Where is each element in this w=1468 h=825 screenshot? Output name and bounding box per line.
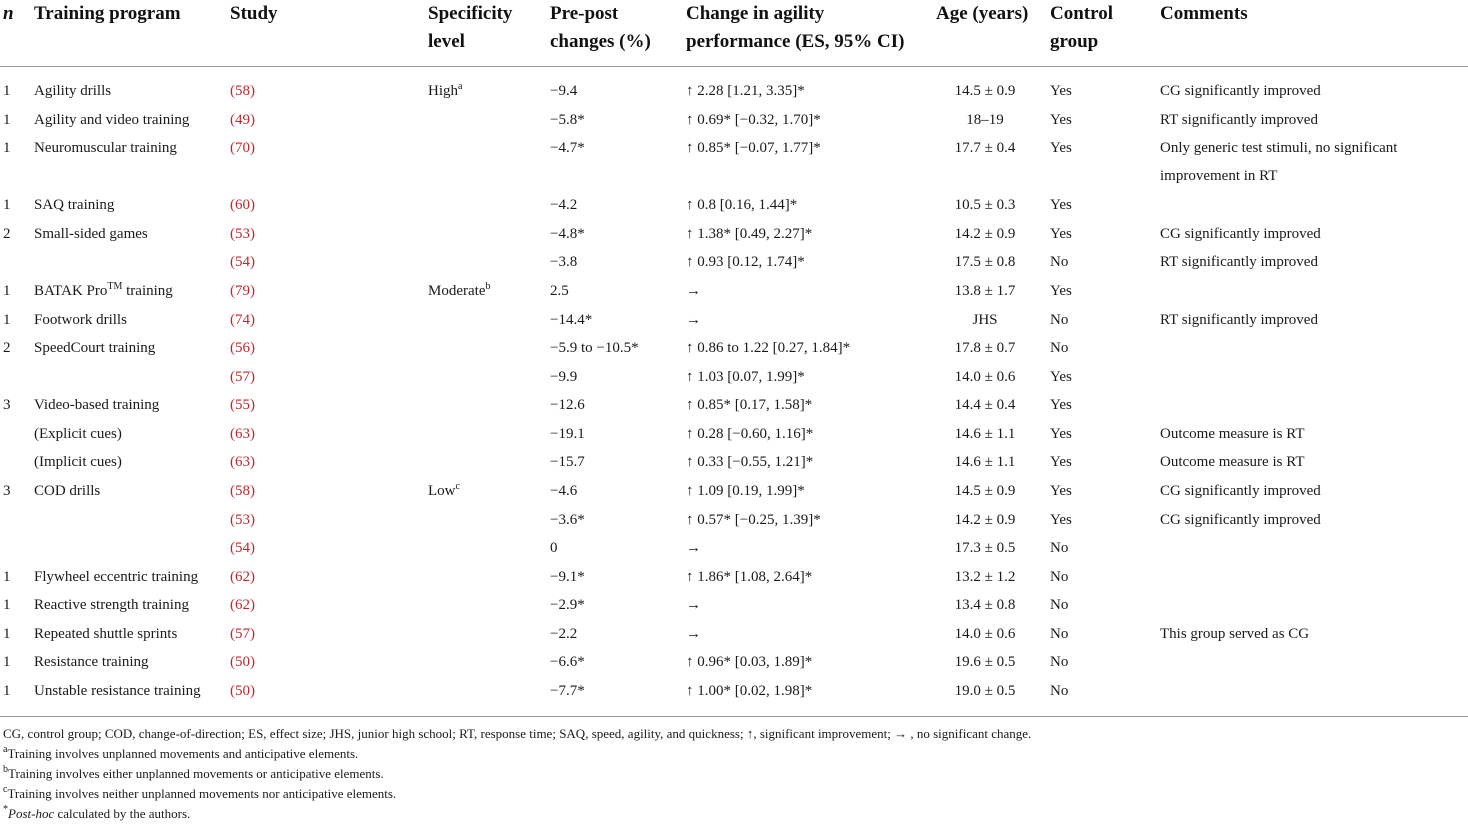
cell-effect-size: ↑ 2.28 [1.21, 3.35]* — [686, 83, 805, 99]
cell-pre-post-change: −12.6 — [550, 397, 585, 413]
program-name: Neuromuscular training — [34, 140, 177, 156]
ref-open-paren: ( — [230, 283, 235, 299]
cell-pre-post-change: −9.4 — [550, 83, 578, 99]
cell-effect-size: → — [686, 540, 701, 556]
cell-study-reference — [230, 538, 255, 558]
cell-training-program — [34, 224, 148, 244]
cell-pre-post-change: −2.2 — [550, 626, 578, 642]
cell-age: 17.7 ± 0.4 — [954, 140, 1016, 156]
cell-training-program — [34, 424, 122, 444]
program-name: Agility and video training — [34, 112, 190, 128]
ref-close-paren: ) — [250, 454, 255, 470]
cell-n: 1 — [3, 197, 11, 213]
cell-training-program — [34, 652, 149, 672]
ref-open-paren: ( — [230, 426, 235, 442]
reference-number: 74 — [235, 312, 250, 328]
cell-study-reference — [230, 595, 255, 615]
cell-comment: CG significantly improved — [1160, 83, 1321, 99]
header-prepost-line1: Pre-post — [550, 3, 619, 24]
cell-age: 14.5 ± 0.9 — [954, 483, 1016, 499]
specificity-footnote-mark: a — [458, 81, 463, 92]
cell-control-group: No — [1050, 312, 1069, 328]
cell-n: 1 — [3, 597, 11, 613]
cell-comment: RT significantly improved — [1160, 254, 1318, 270]
ref-open-paren: ( — [230, 654, 235, 670]
cell-effect-size: ↑ 0.85* [−0.07, 1.77]* — [686, 140, 821, 156]
ref-close-paren: ) — [250, 226, 255, 242]
cell-control-group: Yes — [1050, 112, 1072, 128]
reference-number: 57 — [235, 626, 250, 642]
header-comments: Comments — [1160, 3, 1248, 24]
cell-training-program — [34, 567, 198, 587]
cell-effect-size: ↑ 0.86 to 1.22 [0.27, 1.84]* — [686, 340, 851, 356]
cell-study-reference — [230, 652, 255, 672]
reference-number: 56 — [235, 340, 250, 356]
cell-comment: Outcome measure is RT — [1160, 426, 1305, 442]
cell-n: 3 — [3, 397, 11, 413]
footnote-a-mark: a — [3, 744, 8, 755]
header-training-program: Training program — [34, 3, 181, 24]
cell-n: 2 — [3, 226, 11, 242]
cell-effect-size: ↑ 0.93 [0.12, 1.74]* — [686, 254, 805, 270]
cell-effect-size: ↑ 0.28 [−0.60, 1.16]* — [686, 426, 814, 442]
cell-age: 14.2 ± 0.9 — [954, 512, 1016, 528]
ref-close-paren: ) — [250, 483, 255, 499]
reference-number: 63 — [235, 454, 250, 470]
ref-close-paren: ) — [250, 197, 255, 213]
cell-pre-post-change: −15.7 — [550, 454, 585, 470]
cell-age: 19.0 ± 0.5 — [954, 683, 1016, 699]
cell-age: 17.8 ± 0.7 — [954, 340, 1016, 356]
cell-training-program — [34, 624, 177, 644]
footnote-a-text: Training involves unplanned movements and anticipative elements. — [7, 746, 359, 761]
ref-close-paren: ) — [250, 512, 255, 528]
ref-close-paren: ) — [250, 597, 255, 613]
header-age: Age (years) — [936, 3, 1029, 24]
reference-number: 63 — [235, 426, 250, 442]
cell-specificity-level — [428, 81, 462, 101]
cell-control-group: Yes — [1050, 426, 1072, 442]
cell-effect-size: → — [686, 626, 701, 642]
cell-training-program — [34, 81, 111, 101]
cell-age: 14.0 ± 0.6 — [954, 626, 1016, 642]
program-name: SpeedCourt training — [34, 340, 156, 356]
ref-open-paren: ( — [230, 83, 235, 99]
ref-close-paren: ) — [250, 369, 255, 385]
program-name: Reactive strength training — [34, 597, 189, 613]
cell-n: 1 — [3, 312, 11, 328]
cell-control-group: No — [1050, 340, 1069, 356]
cell-control-group: No — [1050, 654, 1069, 670]
cell-control-group: Yes — [1050, 226, 1072, 242]
ref-open-paren: ( — [230, 397, 235, 413]
reference-number: 58 — [235, 483, 250, 499]
cell-age: 18–19 — [966, 112, 1004, 128]
program-name: (Explicit cues) — [34, 426, 122, 442]
footnote-abbreviations: CG, control group; COD, change-of-direction; ES, effect size; JHS, junior high school; RT, response time; SAQ, speed, agility, and quickness; ↑, significant improvement; → , no significant change. — [3, 726, 1032, 741]
cell-effect-size: ↑ 1.86* [1.08, 2.64]* — [686, 569, 813, 585]
cell-age: 14.4 ± 0.4 — [954, 397, 1016, 413]
ref-open-paren: ( — [230, 340, 235, 356]
cell-study-reference — [230, 367, 255, 387]
ref-open-paren: ( — [230, 540, 235, 556]
specificity-text: High — [428, 83, 458, 99]
cell-age: 14.6 ± 1.1 — [954, 426, 1016, 442]
cell-effect-size: ↑ 1.00* [0.02, 1.98]* — [686, 683, 813, 699]
cell-pre-post-change: −3.8 — [550, 254, 578, 270]
cell-n: 1 — [3, 626, 11, 642]
cell-training-program — [34, 395, 159, 415]
reference-number: 54 — [235, 254, 250, 270]
program-name: BATAK Pro — [34, 283, 108, 299]
ref-close-paren: ) — [250, 683, 255, 699]
ref-close-paren: ) — [250, 112, 255, 128]
cell-control-group: Yes — [1050, 83, 1072, 99]
program-name-tail: training — [122, 283, 173, 299]
cell-pre-post-change: 2.5 — [550, 283, 569, 299]
specificity-text: Moderate — [428, 283, 486, 299]
ref-open-paren: ( — [230, 140, 235, 156]
ref-close-paren: ) — [250, 540, 255, 556]
ref-open-paren: ( — [230, 483, 235, 499]
header-specificity-line2: level — [428, 31, 465, 52]
header-change-line1: Change in agility — [686, 3, 825, 24]
cell-age: 14.5 ± 0.9 — [954, 83, 1016, 99]
cell-study-reference — [230, 81, 255, 101]
cell-study-reference — [230, 424, 255, 444]
ref-close-paren: ) — [250, 426, 255, 442]
ref-close-paren: ) — [250, 626, 255, 642]
cell-control-group: No — [1050, 254, 1069, 270]
cell-age: 19.6 ± 0.5 — [954, 654, 1016, 670]
cell-study-reference — [230, 281, 255, 301]
reference-number: 54 — [235, 540, 250, 556]
ref-open-paren: ( — [230, 226, 235, 242]
program-name: COD drills — [34, 483, 101, 499]
cell-training-program — [34, 481, 100, 501]
cell-effect-size: → — [686, 283, 701, 299]
header-prepost-line2: changes (%) — [550, 31, 651, 52]
header-specificity-line1: Specificity — [428, 3, 513, 24]
cell-training-program — [34, 338, 155, 358]
footnote-b-mark: b — [3, 764, 8, 775]
reference-number: 57 — [235, 369, 250, 385]
cell-study-reference — [230, 481, 255, 501]
footnote-star-mark: * — [3, 804, 8, 815]
cell-age: 14.0 ± 0.6 — [954, 369, 1016, 385]
reference-number: 62 — [235, 597, 250, 613]
cell-study-reference — [230, 681, 255, 701]
cell-study-reference — [230, 110, 255, 130]
program-name: Resistance training — [34, 654, 149, 670]
header-control-line2: group — [1050, 31, 1099, 52]
cell-study-reference — [230, 252, 255, 272]
cell-specificity-level — [428, 281, 490, 301]
ref-close-paren: ) — [250, 140, 255, 156]
header-study: Study — [230, 3, 278, 24]
cell-effect-size: ↑ 1.09 [0.19, 1.99]* — [686, 483, 805, 499]
cell-training-program — [34, 195, 114, 215]
footnote-star-text: calculated by the authors. — [54, 806, 191, 821]
program-name: Agility drills — [34, 83, 112, 99]
cell-age: 10.5 ± 0.3 — [954, 197, 1016, 213]
cell-pre-post-change: −9.9 — [550, 369, 578, 385]
cell-study-reference — [230, 395, 255, 415]
cell-pre-post-change: −6.6* — [550, 654, 585, 670]
cell-study-reference — [230, 567, 255, 587]
program-name: Video-based training — [34, 397, 160, 413]
cell-control-group: Yes — [1050, 197, 1072, 213]
footnote-c-mark: c — [3, 784, 8, 795]
cell-study-reference — [230, 310, 255, 330]
cell-pre-post-change: −19.1 — [550, 426, 585, 442]
cell-pre-post-change: −4.8* — [550, 226, 585, 242]
cell-n: 1 — [3, 83, 11, 99]
cell-n: 2 — [3, 340, 11, 356]
ref-close-paren: ) — [250, 283, 255, 299]
cell-n: 1 — [3, 283, 11, 299]
cell-control-group: No — [1050, 569, 1069, 585]
cell-control-group: Yes — [1050, 512, 1072, 528]
cell-age: 14.2 ± 0.9 — [954, 226, 1016, 242]
cell-control-group: Yes — [1050, 483, 1072, 499]
cell-control-group: No — [1050, 597, 1069, 613]
program-name: SAQ training — [34, 197, 115, 213]
cell-study-reference — [230, 338, 255, 358]
cell-age: 13.2 ± 1.2 — [954, 569, 1016, 585]
cell-pre-post-change: −9.1* — [550, 569, 585, 585]
cell-specificity-level — [428, 481, 460, 501]
cell-comment: CG significantly improved — [1160, 226, 1321, 242]
cell-control-group: Yes — [1050, 454, 1072, 470]
cell-n: 1 — [3, 683, 11, 699]
cell-n: 1 — [3, 140, 11, 156]
cell-pre-post-change: −14.4* — [550, 312, 593, 328]
cell-comment: RT significantly improved — [1160, 112, 1318, 128]
cell-age: 13.4 ± 0.8 — [954, 597, 1016, 613]
ref-open-paren: ( — [230, 112, 235, 128]
cell-pre-post-change: −5.9 to −10.5* — [550, 340, 639, 356]
cell-comment: CG significantly improved — [1160, 512, 1321, 528]
cell-training-program — [34, 138, 177, 158]
footer-rule — [0, 716, 1468, 717]
cell-n: 3 — [3, 483, 11, 499]
cell-training-program — [34, 281, 173, 301]
program-name: Repeated shuttle sprints — [34, 626, 178, 642]
cell-age: 17.3 ± 0.5 — [954, 540, 1016, 556]
cell-effect-size: ↑ 0.69* [−0.32, 1.70]* — [686, 112, 821, 128]
cell-pre-post-change: −7.7* — [550, 683, 585, 699]
footnote-b — [3, 766, 384, 782]
specificity-footnote-mark: c — [455, 481, 460, 492]
ref-open-paren: ( — [230, 369, 235, 385]
reference-number: 49 — [235, 112, 250, 128]
cell-control-group: Yes — [1050, 283, 1072, 299]
ref-close-paren: ) — [250, 654, 255, 670]
cell-comment-continued: improvement in RT — [1160, 168, 1278, 184]
header-control-line1: Control — [1050, 3, 1113, 24]
header-change-in-agility — [686, 0, 904, 56]
footnote-star-italic: Post-hoc — [8, 806, 55, 821]
cell-study-reference — [230, 624, 255, 644]
program-name: Small-sided games — [34, 226, 148, 242]
footnote-b-text: Training involves either unplanned movements or anticipative elements. — [8, 766, 384, 781]
reference-number: 60 — [235, 197, 250, 213]
reference-number: 79 — [235, 283, 250, 299]
cell-study-reference — [230, 510, 255, 530]
reference-number: 53 — [235, 226, 250, 242]
cell-effect-size: → — [686, 597, 701, 613]
cell-training-program — [34, 310, 127, 330]
header-specificity-level — [428, 0, 512, 56]
footnote-c-text: Training involves neither unplanned movements nor anticipative elements. — [7, 786, 397, 801]
header-change-line2: performance (ES, 95% CI) — [686, 31, 905, 52]
ref-open-paren: ( — [230, 197, 235, 213]
cell-study-reference — [230, 224, 255, 244]
cell-control-group: Yes — [1050, 140, 1072, 156]
cell-pre-post-change: −4.7* — [550, 140, 585, 156]
ref-close-paren: ) — [250, 83, 255, 99]
ref-open-paren: ( — [230, 312, 235, 328]
ref-open-paren: ( — [230, 626, 235, 642]
header-control-group — [1050, 0, 1113, 56]
cell-age: 17.5 ± 0.8 — [954, 254, 1016, 270]
cell-control-group: Yes — [1050, 369, 1072, 385]
cell-n: 1 — [3, 569, 11, 585]
header-rule — [0, 66, 1468, 67]
cell-effect-size: → — [686, 312, 701, 328]
cell-comment: RT significantly improved — [1160, 312, 1318, 328]
cell-pre-post-change: 0 — [550, 540, 558, 556]
cell-effect-size: ↑ 0.96* [0.03, 1.89]* — [686, 654, 813, 670]
cell-effect-size: ↑ 0.8 [0.16, 1.44]* — [686, 197, 798, 213]
ref-open-paren: ( — [230, 683, 235, 699]
reference-number: 55 — [235, 397, 250, 413]
cell-pre-post-change: −4.6 — [550, 483, 578, 499]
program-trademark: TM — [107, 281, 123, 292]
cell-effect-size: ↑ 0.85* [0.17, 1.58]* — [686, 397, 813, 413]
cell-age: 13.8 ± 1.7 — [954, 283, 1016, 299]
cell-pre-post-change: −5.8* — [550, 112, 585, 128]
cell-effect-size: ↑ 0.33 [−0.55, 1.21]* — [686, 454, 814, 470]
cell-training-program — [34, 452, 122, 472]
cell-effect-size: ↑ 1.38* [0.49, 2.27]* — [686, 226, 813, 242]
cell-pre-post-change: −4.2 — [550, 197, 578, 213]
cell-age: 14.6 ± 1.1 — [954, 454, 1016, 470]
reference-number: 70 — [235, 140, 250, 156]
cell-training-program — [34, 110, 189, 130]
header-pre-post-changes — [550, 0, 651, 56]
program-name: (Implicit cues) — [34, 454, 122, 470]
cell-training-program — [34, 681, 201, 701]
cell-training-program — [34, 595, 189, 615]
cell-pre-post-change: −2.9* — [550, 597, 585, 613]
footnote-a — [3, 746, 358, 762]
program-name: Flywheel eccentric training — [34, 569, 199, 585]
ref-open-paren: ( — [230, 454, 235, 470]
ref-open-paren: ( — [230, 597, 235, 613]
cell-control-group: No — [1050, 540, 1069, 556]
cell-control-group: No — [1050, 683, 1069, 699]
cell-study-reference — [230, 452, 255, 472]
specificity-text: Low — [428, 483, 456, 499]
cell-effect-size: ↑ 0.57* [−0.25, 1.39]* — [686, 512, 821, 528]
cell-age: JHS — [972, 312, 998, 328]
reference-number: 62 — [235, 569, 250, 585]
ref-close-paren: ) — [250, 397, 255, 413]
cell-control-group: No — [1050, 626, 1069, 642]
cell-n: 1 — [3, 112, 11, 128]
ref-open-paren: ( — [230, 569, 235, 585]
reference-number: 53 — [235, 512, 250, 528]
cell-study-reference — [230, 138, 255, 158]
cell-comment: CG significantly improved — [1160, 483, 1321, 499]
ref-close-paren: ) — [250, 312, 255, 328]
cell-comment: This group served as CG — [1160, 626, 1310, 642]
footnote-star — [3, 806, 190, 822]
ref-close-paren: ) — [250, 254, 255, 270]
ref-close-paren: ) — [250, 340, 255, 356]
ref-open-paren: ( — [230, 512, 235, 528]
program-name: Unstable resistance training — [34, 683, 201, 699]
reference-number: 50 — [235, 683, 250, 699]
cell-comment: Outcome measure is RT — [1160, 454, 1305, 470]
cell-comment: Only generic test stimuli, no significant — [1160, 140, 1398, 156]
cell-control-group: Yes — [1050, 397, 1072, 413]
footnote-c — [3, 786, 396, 802]
ref-open-paren: ( — [230, 254, 235, 270]
cell-n: 1 — [3, 654, 11, 670]
cell-effect-size: ↑ 1.03 [0.07, 1.99]* — [686, 369, 805, 385]
ref-close-paren: ) — [250, 569, 255, 585]
specificity-footnote-mark: b — [485, 281, 491, 292]
program-name: Footwork drills — [34, 312, 127, 328]
cell-study-reference — [230, 195, 255, 215]
cell-pre-post-change: −3.6* — [550, 512, 585, 528]
reference-number: 58 — [235, 83, 250, 99]
header-n: n — [3, 3, 14, 24]
reference-number: 50 — [235, 654, 250, 670]
